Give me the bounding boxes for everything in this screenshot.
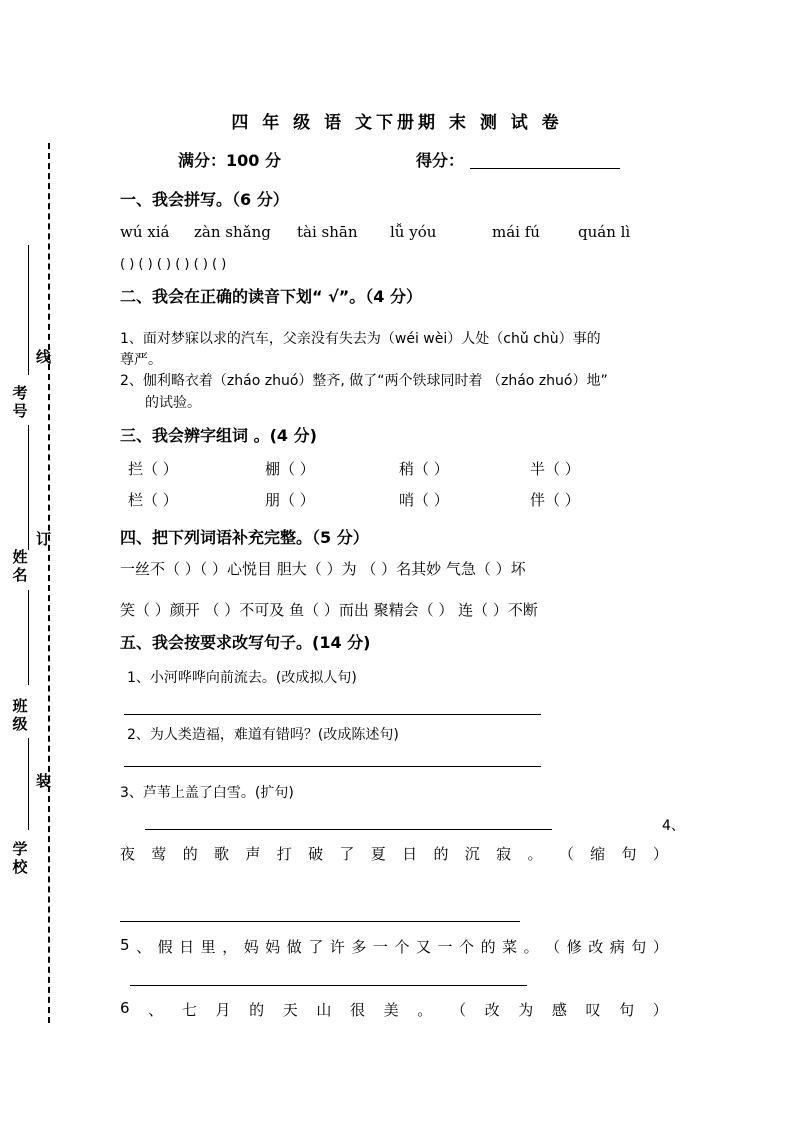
word-box[interactable]: 稍（ ） [399,460,449,478]
pinyin-answer-boxes[interactable]: ( ) ( ) ( ) ( ) ( ) ( ) [120,257,227,272]
section2-item1-line1: 1、面对梦寐以求的汽车，父亲没有失去为（wéi wèi）人处（chǔ chù）事的 [120,331,601,347]
section1-heading: 一、我会拼写。（6 分） [120,190,289,209]
section2-item1-line2: 尊严。 [120,352,162,368]
pinyin-5: mái fú [492,223,540,241]
word-box[interactable]: 棚（ ） [265,460,315,478]
school-label: 学校 [12,840,28,876]
word-box[interactable]: 拦（ ） [128,460,178,478]
section3-heading: 三、我会辨字组词 。(4 分) [120,426,317,445]
answer-line-1[interactable] [124,714,541,715]
full-score: 满分：100 分 [178,151,281,170]
name-line-top [28,425,29,550]
rewrite-question-1: 1、小河哗哗向前流去。(改成拟人句) [127,670,357,686]
word-box[interactable]: 半（ ） [530,460,580,478]
idiom-line-2[interactable]: 笑（ ）颜开 （ ）不可及 鱼（ ）而出 聚精会（ ） 连（ ）不断 [120,601,538,619]
rewrite-question-3: 3、芦苇上盖了白雪。(扩句) [120,785,294,801]
pinyin-3: tài shān [297,223,358,241]
section2-item2-line1: 2、伽利略衣着（zháo zhuó）整齐, 做了“两个铁球同时着 （zháo zhuó）地” [120,373,608,389]
class-line [28,590,29,685]
rewrite-question-4: 夜 莺 的 歌 声 打 破 了 夏 日 的 沉 寂 。 （ 缩 句 ） [120,845,668,863]
pinyin-1: wú xiá [120,223,170,241]
school-line [28,738,29,830]
answer-line-4[interactable] [120,921,520,922]
section4-heading: 四、把下列词语补充完整。（5 分） [120,528,369,547]
pinyin-2: zàn shǎng [194,223,271,241]
class-label: 班级 [12,697,28,733]
answer-line-2[interactable] [124,766,541,767]
binding-char-zhuang: 装 [36,772,52,790]
binding-char-ding: 订 [36,530,52,548]
word-box[interactable]: 哨（ ） [399,491,449,509]
answer-line-5[interactable] [130,985,527,986]
word-box[interactable]: 朋（ ） [265,491,315,509]
exam-title: 四 年 级 语 文下册期 末 测 试 卷 [231,113,563,133]
answer-line-3[interactable] [145,829,552,830]
binding-char-line: 线 [36,348,52,366]
rewrite-question-2: 2、为人类造福，难道有错吗？(改成陈述句) [127,727,399,743]
binding-dashed-line [48,143,50,1023]
rewrite-question-6: 6 、 七 月 的 天 山 很 美 。 （ 改 为 感 叹 句 ） [120,999,668,1019]
rewrite-question-4-number: 4、 [662,818,685,834]
section5-heading: 五、我会按要求改写句子。(14 分) [120,633,371,652]
exam-number-line [28,245,29,375]
word-box[interactable]: 栏（ ） [128,491,178,509]
rewrite-question-5: 5 、 假 日 里 ， 妈 妈 做 了 许 多 一 个 又 一 个 的 菜 。 （ 修 改 病 句 ） [120,936,668,956]
word-box[interactable]: 伴（ ） [530,491,580,509]
pinyin-6: quán lì [578,223,631,241]
score-input-line[interactable] [470,168,620,169]
idiom-line-1[interactable]: 一丝不（ ）（ ）心悦目 胆大（ ）为 （ ）名其妙 气急（ ）坏 [120,560,526,578]
pinyin-4: lǚ yóu [390,223,437,241]
exam-number-label: 考号 [12,384,28,420]
section2-item2-line2: 的试验。 [145,395,201,411]
section2-heading: 二、我会在正确的读音下划“ √”。（4 分） [120,287,422,306]
score-label: 得分： [416,151,465,170]
name-label: 姓名 [12,548,28,584]
